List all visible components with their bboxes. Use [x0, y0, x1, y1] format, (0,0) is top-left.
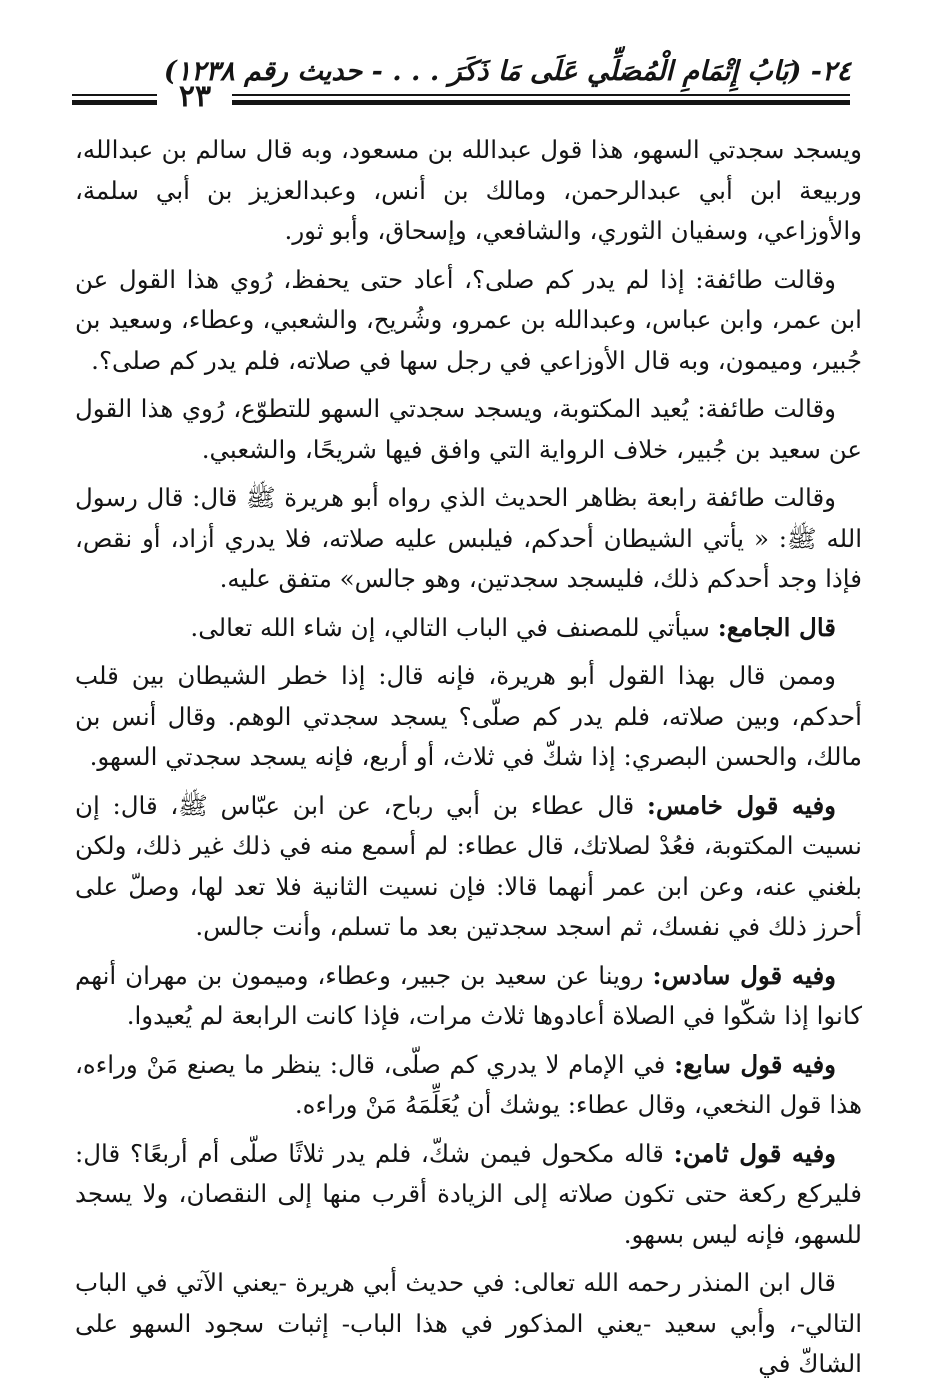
paragraph-text: قاله مكحول فيمن شكّ، فلم يدر ثلاثًا صلّى أم أربعًا؟ قال: فليركع ركعة حتى تكون صلاته إلى الزيادة أقرب منها إلى النقصان، ولا يسجد للسهو، فإنه ليس بسهو. [75, 1138, 862, 1249]
paragraph-text: وقالت طائفة رابعة بظاهر الحديث الذي رواه أبو هريرة ﷺ قال: قال رسول الله ﷺ: « يأتي الشيطان أحدكم، فيلبس عليه صلاته، فلا يدري أزاد، أو نقص، فإذا وجد أحدكم ذلك، فليسجد سجدتين، وهو جالس» متفق عليه. [75, 483, 862, 593]
paragraph [75, 130, 862, 252]
header-rule-left-thick [72, 100, 157, 105]
paragraph [75, 608, 862, 649]
paragraph-text: وقالت طائفة: يُعيد المكتوبة، ويسجد سجدتي السهو للتطوّع، رُوي هذا القول عن سعيد بن جُبير، خلاف الرواية التي وافق فيها شريحًا، والشعبي. [75, 394, 862, 464]
paragraph [75, 260, 862, 382]
paragraph [75, 1134, 862, 1256]
paragraph-text: وقالت طائفة: إذا لم يدر كم صلى؟، أعاد حتى يحفظ، رُوي هذا القول عن ابن عمر، وابن عباس، وعبدالله بن عمرو، وشُريح، والشعبي، وعطاء، وسعيد بن جُبير، وميمون، وبه قال الأوزاعي في رجل سها في صلاته، فلم يدر كم صلى؟. [75, 264, 862, 375]
paragraph [75, 1263, 862, 1385]
paragraph-lead: وفيه قول خامس: [646, 790, 836, 820]
paragraph-text: روينا عن سعيد بن جبير، وعطاء، وميمون بن مهران أنهم كانوا إذا شكّوا في الصلاة أعادوها ثلاث مرات، فإذا كانت الرابعة لم يُعيدوا. [75, 960, 862, 1030]
header-rule-left-thin [72, 94, 157, 96]
paragraph-text: قال عطاء بن أبي رباح، عن ابن عبّاس ﷺ، قال: إن نسيت المكتوبة، فعُدْ لصلاتك، قال عطاء: لم أسمع منه في ذلك غير ذلك، ولكن بلغني عنه، وعن ابن عمر أنهما قالا: فإن نسيت الثانية فلا تعد لها، وصلّ على أحرز ذلك في نفسك، ثم اسجد سجدتين بعد ما تسلم، وأنت جالس. [75, 790, 862, 941]
page-body [75, 130, 862, 1393]
paragraph [75, 1045, 862, 1126]
paragraph-text: وممن قال بهذا القول أبو هريرة، فإنه قال: إذا خطر الشيطان بين قلب أحدكم، وبين صلاته، فلم يدر كم صلّى؟ يسجد سجدتي الوهم. وقال أنس بن مالك، والحسن البصري: إذا شكّ في ثلاث، أو أربع، فإنه يسجد سجدتي السهو. [75, 661, 862, 771]
paragraph-lead: قال الجامع: [717, 612, 836, 642]
paragraph-text: قال ابن المنذر رحمه الله تعالى: في حديث أبي هريرة -يعني الآتي في الباب التالي-، وأبي سعيد -يعني المذكور في هذا الباب- إثبات سجود السهو على الشاكّ في [75, 1268, 862, 1378]
page-number: ٢٣ [178, 79, 212, 114]
paragraph-text: سيأتي للمصنف في الباب التالي، إن شاء الله تعالى. [190, 612, 718, 642]
paragraph-text: في الإمام لا يدري كم صلّى، قال: ينظر ما يصنع مَنْ وراءه، هذا قول النخعي، وقال عطاء: يوشك أن يُعَلِّمَهُ مَنْ وراءه. [75, 1049, 862, 1119]
paragraph [75, 786, 862, 948]
paragraph [75, 656, 862, 778]
paragraph [75, 956, 862, 1037]
paragraph [75, 478, 862, 600]
header-rule-thin [232, 94, 850, 96]
paragraph [75, 389, 862, 470]
paragraph-lead: وفيه قول ثامن: [673, 1138, 836, 1168]
header-rule-thick [232, 100, 850, 105]
paragraph-lead: وفيه قول سادس: [652, 960, 837, 990]
paragraph-lead: وفيه قول سابع: [674, 1049, 836, 1079]
running-title: ٢٤- (بَابُ إِتْمَامِ الْمُصَلِّي عَلَى مَا ذَكَرَ . . . - حديث رقم ١٢٣٨) [163, 56, 851, 87]
paragraph-text: ويسجد سجدتي السهو، هذا قول عبدالله بن مسعود، وبه قال سالم بن عبدالله، وربيعة ابن أبي عبدالرحمن، ومالك بن أنس، وعبدالعزيز بن أبي سلمة، والأوزاعي، وسفيان الثوري، والشافعي، وإسحاق، وأبو ثور. [75, 135, 862, 245]
